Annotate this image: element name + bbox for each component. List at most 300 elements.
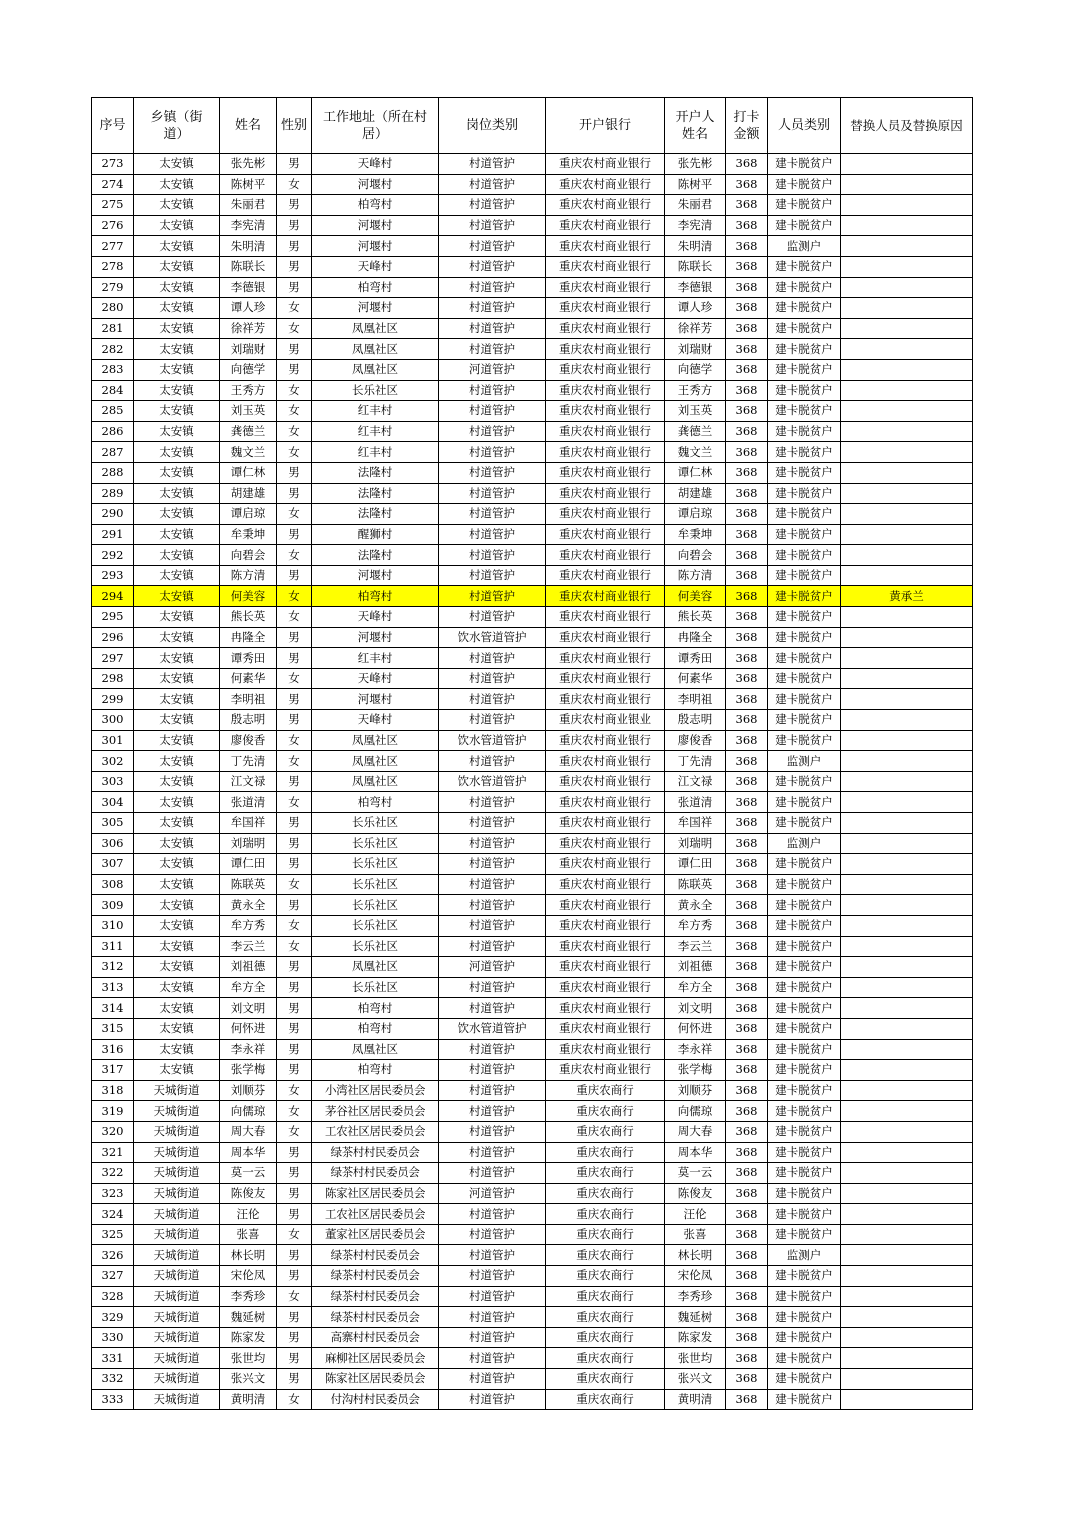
cell-post-type: 村道管护 <box>439 1039 546 1060</box>
cell-name: 李云兰 <box>220 936 277 957</box>
table-row <box>92 339 973 360</box>
cell-post-type: 村道管护 <box>439 1224 546 1245</box>
cell-person-category: 建卡脱贫户 <box>768 154 841 175</box>
cell-work-address: 河堰村 <box>312 298 439 319</box>
cell-work-address: 天峰村 <box>312 668 439 689</box>
cell-town: 太安镇 <box>134 854 220 875</box>
cell-town: 太安镇 <box>134 339 220 360</box>
cell-work-address: 绿茶村村民委员会 <box>312 1142 439 1163</box>
cell-town: 太安镇 <box>134 936 220 957</box>
cell-post-type: 村道管护 <box>439 607 546 628</box>
cell-index: 306 <box>92 833 134 854</box>
cell-account-holder: 王秀方 <box>665 380 726 401</box>
cell-bank: 重庆农商行 <box>546 1101 665 1122</box>
cell-amount: 368 <box>726 421 768 442</box>
cell-amount: 368 <box>726 1101 768 1122</box>
cell-account-holder: 黄明清 <box>665 1389 726 1410</box>
cell-work-address: 天峰村 <box>312 710 439 731</box>
cell-replacement <box>841 504 973 525</box>
cell-name: 谭秀田 <box>220 648 277 669</box>
cell-bank: 重庆农商行 <box>546 1389 665 1410</box>
table-row <box>92 792 973 813</box>
cell-gender: 男 <box>277 565 312 586</box>
cell-person-category: 建卡脱贫户 <box>768 277 841 298</box>
cell-amount: 368 <box>726 1060 768 1081</box>
cell-account-holder: 刘文明 <box>665 998 726 1019</box>
table-body <box>92 154 973 1410</box>
cell-replacement <box>841 565 973 586</box>
cell-post-type: 饮水管道管护 <box>439 771 546 792</box>
cell-work-address: 河堰村 <box>312 565 439 586</box>
cell-amount: 368 <box>726 1369 768 1390</box>
cell-post-type: 饮水管道管护 <box>439 627 546 648</box>
cell-post-type: 村道管护 <box>439 174 546 195</box>
cell-work-address: 醒狮村 <box>312 524 439 545</box>
cell-amount: 368 <box>726 1307 768 1328</box>
cell-account-holder: 李德银 <box>665 277 726 298</box>
cell-index: 291 <box>92 524 134 545</box>
cell-town: 太安镇 <box>134 586 220 607</box>
cell-replacement <box>841 1080 973 1101</box>
cell-person-category: 建卡脱贫户 <box>768 1163 841 1184</box>
cell-bank: 重庆农商行 <box>546 1142 665 1163</box>
cell-gender: 女 <box>277 318 312 339</box>
cell-work-address: 天峰村 <box>312 154 439 175</box>
cell-account-holder: 刘祖德 <box>665 957 726 978</box>
cell-bank: 重庆农村商业银行 <box>546 298 665 319</box>
cell-name: 牟国祥 <box>220 813 277 834</box>
cell-bank: 重庆农村商业银行 <box>546 854 665 875</box>
cell-town: 太安镇 <box>134 977 220 998</box>
cell-account-holder: 陈联长 <box>665 256 726 277</box>
cell-work-address: 绿茶村村民委员会 <box>312 1163 439 1184</box>
cell-work-address: 天峰村 <box>312 607 439 628</box>
cell-amount: 368 <box>726 1286 768 1307</box>
cell-person-category: 建卡脱贫户 <box>768 524 841 545</box>
cell-post-type: 村道管护 <box>439 215 546 236</box>
cell-town: 天城街道 <box>134 1121 220 1142</box>
cell-bank: 重庆农村商业银行 <box>546 1018 665 1039</box>
cell-town: 太安镇 <box>134 689 220 710</box>
cell-name: 陈方清 <box>220 565 277 586</box>
cell-work-address: 付沟村村民委员会 <box>312 1389 439 1410</box>
cell-post-type: 村道管护 <box>439 915 546 936</box>
cell-index: 325 <box>92 1224 134 1245</box>
cell-town: 太安镇 <box>134 215 220 236</box>
cell-work-address: 红丰村 <box>312 421 439 442</box>
cell-person-category: 建卡脱贫户 <box>768 627 841 648</box>
cell-bank: 重庆农村商业银行 <box>546 792 665 813</box>
cell-bank: 重庆农村商业银行 <box>546 215 665 236</box>
table-row <box>92 236 973 257</box>
cell-gender: 女 <box>277 915 312 936</box>
cell-name: 何素华 <box>220 668 277 689</box>
cell-town: 太安镇 <box>134 401 220 422</box>
table-row <box>92 957 973 978</box>
cell-bank: 重庆农村商业银行 <box>546 957 665 978</box>
cell-town: 太安镇 <box>134 195 220 216</box>
cell-bank: 重庆农村商业银行 <box>546 462 665 483</box>
cell-work-address: 长乐社区 <box>312 895 439 916</box>
cell-name: 殷志明 <box>220 710 277 731</box>
cell-bank: 重庆农商行 <box>546 1307 665 1328</box>
cell-amount: 368 <box>726 771 768 792</box>
cell-post-type: 村道管护 <box>439 998 546 1019</box>
cell-post-type: 村道管护 <box>439 1327 546 1348</box>
cell-work-address: 法隆村 <box>312 545 439 566</box>
cell-index: 330 <box>92 1327 134 1348</box>
cell-gender: 男 <box>277 524 312 545</box>
cell-work-address: 小湾社区居民委员会 <box>312 1080 439 1101</box>
table-row <box>92 1121 973 1142</box>
cell-gender: 女 <box>277 586 312 607</box>
cell-name: 黄永全 <box>220 895 277 916</box>
cell-account-holder: 宋伦凤 <box>665 1266 726 1287</box>
cell-person-category: 建卡脱贫户 <box>768 730 841 751</box>
cell-amount: 368 <box>726 195 768 216</box>
cell-person-category: 建卡脱贫户 <box>768 1348 841 1369</box>
cell-name: 熊长英 <box>220 607 277 628</box>
cell-index: 299 <box>92 689 134 710</box>
cell-replacement <box>841 1307 973 1328</box>
cell-index: 309 <box>92 895 134 916</box>
cell-bank: 重庆农村商业银行 <box>546 874 665 895</box>
cell-person-category: 建卡脱贫户 <box>768 401 841 422</box>
cell-gender: 女 <box>277 668 312 689</box>
cell-index: 331 <box>92 1348 134 1369</box>
header-person-category: 人员类别 <box>768 98 841 154</box>
table-row <box>92 751 973 772</box>
cell-account-holder: 周大春 <box>665 1121 726 1142</box>
cell-town: 太安镇 <box>134 1018 220 1039</box>
cell-post-type: 村道管护 <box>439 1121 546 1142</box>
cell-amount: 368 <box>726 874 768 895</box>
cell-gender: 男 <box>277 854 312 875</box>
cell-work-address: 河堰村 <box>312 627 439 648</box>
cell-index: 316 <box>92 1039 134 1060</box>
cell-work-address: 凤凰社区 <box>312 1039 439 1060</box>
cell-person-category: 建卡脱贫户 <box>768 1327 841 1348</box>
cell-person-category: 建卡脱贫户 <box>768 607 841 628</box>
cell-person-category: 建卡脱贫户 <box>768 710 841 731</box>
cell-account-holder: 向碧会 <box>665 545 726 566</box>
table-row <box>92 1307 973 1328</box>
cell-town: 天城街道 <box>134 1224 220 1245</box>
cell-gender: 男 <box>277 1183 312 1204</box>
cell-town: 太安镇 <box>134 730 220 751</box>
cell-gender: 女 <box>277 751 312 772</box>
cell-amount: 368 <box>726 339 768 360</box>
cell-work-address: 凤凰社区 <box>312 771 439 792</box>
table-row <box>92 1101 973 1122</box>
cell-index: 274 <box>92 174 134 195</box>
cell-name: 牟方秀 <box>220 915 277 936</box>
cell-amount: 368 <box>726 462 768 483</box>
table-row <box>92 215 973 236</box>
cell-gender: 男 <box>277 895 312 916</box>
cell-gender: 男 <box>277 1018 312 1039</box>
table-row <box>92 1348 973 1369</box>
table-row <box>92 277 973 298</box>
table-row <box>92 586 973 607</box>
cell-name: 牟秉坤 <box>220 524 277 545</box>
cell-amount: 368 <box>726 1204 768 1225</box>
table-row <box>92 977 973 998</box>
cell-account-holder: 陈俊友 <box>665 1183 726 1204</box>
cell-person-category: 建卡脱贫户 <box>768 504 841 525</box>
cell-gender: 男 <box>277 1266 312 1287</box>
cell-bank: 重庆农村商业银行 <box>546 339 665 360</box>
cell-amount: 368 <box>726 1163 768 1184</box>
cell-bank: 重庆农村商业银行 <box>546 833 665 854</box>
cell-index: 288 <box>92 462 134 483</box>
cell-account-holder: 牟秉坤 <box>665 524 726 545</box>
cell-bank: 重庆农村商业银行 <box>546 318 665 339</box>
table-row <box>92 1369 973 1390</box>
cell-work-address: 长乐社区 <box>312 813 439 834</box>
cell-bank: 重庆农村商业银行 <box>546 1039 665 1060</box>
cell-account-holder: 张兴文 <box>665 1369 726 1390</box>
cell-gender: 男 <box>277 1327 312 1348</box>
cell-name: 张先彬 <box>220 154 277 175</box>
cell-town: 太安镇 <box>134 792 220 813</box>
cell-post-type: 村道管护 <box>439 1245 546 1266</box>
cell-amount: 368 <box>726 1389 768 1410</box>
cell-index: 305 <box>92 813 134 834</box>
table-row <box>92 730 973 751</box>
cell-bank: 重庆农村商业银行 <box>546 586 665 607</box>
table-row <box>92 298 973 319</box>
cell-index: 273 <box>92 154 134 175</box>
cell-account-holder: 向儒琼 <box>665 1101 726 1122</box>
cell-index: 278 <box>92 256 134 277</box>
cell-bank: 重庆农村商业银行 <box>546 256 665 277</box>
cell-amount: 368 <box>726 977 768 998</box>
cell-account-holder: 李秀珍 <box>665 1286 726 1307</box>
cell-town: 天城街道 <box>134 1327 220 1348</box>
cell-gender: 女 <box>277 1389 312 1410</box>
cell-gender: 女 <box>277 298 312 319</box>
cell-index: 300 <box>92 710 134 731</box>
cell-name: 何美容 <box>220 586 277 607</box>
cell-bank: 重庆农村商业银行 <box>546 977 665 998</box>
header-town: 乡镇（街道） <box>134 98 220 154</box>
cell-town: 太安镇 <box>134 1060 220 1081</box>
header-account-holder: 开户人姓名 <box>665 98 726 154</box>
cell-index: 292 <box>92 545 134 566</box>
cell-gender: 男 <box>277 1348 312 1369</box>
cell-bank: 重庆农村商业银行 <box>546 545 665 566</box>
cell-gender: 男 <box>277 154 312 175</box>
cell-replacement <box>841 401 973 422</box>
cell-bank: 重庆农村商业银行 <box>546 236 665 257</box>
cell-post-type: 村道管护 <box>439 854 546 875</box>
cell-replacement <box>841 195 973 216</box>
cell-post-type: 村道管护 <box>439 483 546 504</box>
cell-index: 319 <box>92 1101 134 1122</box>
cell-town: 太安镇 <box>134 462 220 483</box>
cell-gender: 男 <box>277 833 312 854</box>
cell-town: 太安镇 <box>134 998 220 1019</box>
cell-index: 332 <box>92 1369 134 1390</box>
cell-work-address: 工农社区居民委员会 <box>312 1204 439 1225</box>
header-gender: 性别 <box>277 98 312 154</box>
cell-bank: 重庆农村商业银行 <box>546 565 665 586</box>
cell-amount: 368 <box>726 154 768 175</box>
cell-account-holder: 陈方清 <box>665 565 726 586</box>
cell-replacement <box>841 1101 973 1122</box>
cell-bank: 重庆农商行 <box>546 1245 665 1266</box>
cell-town: 天城街道 <box>134 1204 220 1225</box>
cell-account-holder: 冉隆全 <box>665 627 726 648</box>
cell-replacement <box>841 1204 973 1225</box>
cell-amount: 368 <box>726 1183 768 1204</box>
cell-replacement <box>841 1348 973 1369</box>
cell-post-type: 村道管护 <box>439 565 546 586</box>
cell-person-category: 建卡脱贫户 <box>768 483 841 504</box>
cell-town: 天城街道 <box>134 1266 220 1287</box>
cell-person-category: 监测户 <box>768 236 841 257</box>
cell-amount: 368 <box>726 607 768 628</box>
cell-name: 胡建雄 <box>220 483 277 504</box>
cell-replacement <box>841 380 973 401</box>
cell-gender: 男 <box>277 1060 312 1081</box>
cell-work-address: 绿茶村村民委员会 <box>312 1266 439 1287</box>
cell-person-category: 建卡脱贫户 <box>768 771 841 792</box>
cell-gender: 女 <box>277 1286 312 1307</box>
cell-bank: 重庆农商行 <box>546 1369 665 1390</box>
table-row <box>92 771 973 792</box>
header-amount: 打卡金额 <box>726 98 768 154</box>
table-row <box>92 174 973 195</box>
cell-post-type: 饮水管道管护 <box>439 1018 546 1039</box>
cell-person-category: 建卡脱贫户 <box>768 318 841 339</box>
cell-gender: 男 <box>277 648 312 669</box>
cell-replacement <box>841 751 973 772</box>
cell-replacement <box>841 1266 973 1287</box>
cell-bank: 重庆农村商业银行 <box>546 668 665 689</box>
cell-bank: 重庆农村商业银行 <box>546 154 665 175</box>
cell-amount: 368 <box>726 565 768 586</box>
cell-account-holder: 龚德兰 <box>665 421 726 442</box>
cell-account-holder: 莫一云 <box>665 1163 726 1184</box>
cell-town: 太安镇 <box>134 154 220 175</box>
cell-post-type: 村道管护 <box>439 586 546 607</box>
cell-name: 刘祖德 <box>220 957 277 978</box>
cell-gender: 男 <box>277 359 312 380</box>
cell-amount: 368 <box>726 1266 768 1287</box>
cell-index: 329 <box>92 1307 134 1328</box>
cell-person-category: 建卡脱贫户 <box>768 215 841 236</box>
cell-bank: 重庆农商行 <box>546 1327 665 1348</box>
cell-person-category: 建卡脱贫户 <box>768 1266 841 1287</box>
cell-person-category: 建卡脱贫户 <box>768 174 841 195</box>
cell-post-type: 村道管护 <box>439 421 546 442</box>
cell-work-address: 法隆村 <box>312 462 439 483</box>
cell-name: 刘瑞财 <box>220 339 277 360</box>
table-row <box>92 154 973 175</box>
table-row <box>92 545 973 566</box>
cell-work-address: 河堰村 <box>312 689 439 710</box>
cell-amount: 368 <box>726 442 768 463</box>
cell-amount: 368 <box>726 277 768 298</box>
cell-town: 太安镇 <box>134 751 220 772</box>
cell-town: 太安镇 <box>134 874 220 895</box>
cell-index: 293 <box>92 565 134 586</box>
cell-index: 275 <box>92 195 134 216</box>
cell-name: 江文禄 <box>220 771 277 792</box>
cell-replacement <box>841 215 973 236</box>
cell-post-type: 村道管护 <box>439 833 546 854</box>
cell-person-category: 建卡脱贫户 <box>768 1039 841 1060</box>
cell-post-type: 村道管护 <box>439 298 546 319</box>
cell-index: 284 <box>92 380 134 401</box>
cell-post-type: 村道管护 <box>439 380 546 401</box>
cell-gender: 男 <box>277 710 312 731</box>
cell-account-holder: 张先彬 <box>665 154 726 175</box>
cell-work-address: 工农社区居民委员会 <box>312 1121 439 1142</box>
cell-account-holder: 谭人珍 <box>665 298 726 319</box>
cell-work-address: 长乐社区 <box>312 936 439 957</box>
cell-name: 廖俊香 <box>220 730 277 751</box>
cell-account-holder: 张喜 <box>665 1224 726 1245</box>
cell-name: 魏文兰 <box>220 442 277 463</box>
cell-bank: 重庆农村商业银行 <box>546 174 665 195</box>
cell-replacement <box>841 1121 973 1142</box>
cell-replacement <box>841 648 973 669</box>
table-row <box>92 504 973 525</box>
cell-town: 天城街道 <box>134 1163 220 1184</box>
cell-name: 何怀进 <box>220 1018 277 1039</box>
cell-account-holder: 陈树平 <box>665 174 726 195</box>
cell-amount: 368 <box>726 1224 768 1245</box>
cell-post-type: 村道管护 <box>439 1101 546 1122</box>
cell-index: 286 <box>92 421 134 442</box>
cell-index: 285 <box>92 401 134 422</box>
cell-amount: 368 <box>726 710 768 731</box>
cell-name: 李德银 <box>220 277 277 298</box>
cell-gender: 男 <box>277 462 312 483</box>
cell-name: 汪伦 <box>220 1204 277 1225</box>
cell-work-address: 凤凰社区 <box>312 957 439 978</box>
cell-gender: 男 <box>277 627 312 648</box>
cell-replacement <box>841 957 973 978</box>
cell-amount: 368 <box>726 730 768 751</box>
cell-post-type: 村道管护 <box>439 792 546 813</box>
cell-gender: 女 <box>277 1121 312 1142</box>
cell-amount: 368 <box>726 627 768 648</box>
cell-person-category: 监测户 <box>768 833 841 854</box>
cell-gender: 男 <box>277 1204 312 1225</box>
cell-town: 太安镇 <box>134 174 220 195</box>
cell-post-type: 村道管护 <box>439 813 546 834</box>
cell-account-holder: 陈联英 <box>665 874 726 895</box>
cell-index: 297 <box>92 648 134 669</box>
cell-account-holder: 刘瑞财 <box>665 339 726 360</box>
cell-person-category: 建卡脱贫户 <box>768 1369 841 1390</box>
cell-bank: 重庆农村商业银业 <box>546 710 665 731</box>
cell-gender: 女 <box>277 380 312 401</box>
cell-work-address: 长乐社区 <box>312 380 439 401</box>
cell-work-address: 董家社区居民委员会 <box>312 1224 439 1245</box>
cell-person-category: 建卡脱贫户 <box>768 936 841 957</box>
cell-amount: 368 <box>726 298 768 319</box>
cell-replacement <box>841 1183 973 1204</box>
cell-replacement <box>841 915 973 936</box>
cell-index: 301 <box>92 730 134 751</box>
cell-bank: 重庆农商行 <box>546 1121 665 1142</box>
cell-index: 312 <box>92 957 134 978</box>
